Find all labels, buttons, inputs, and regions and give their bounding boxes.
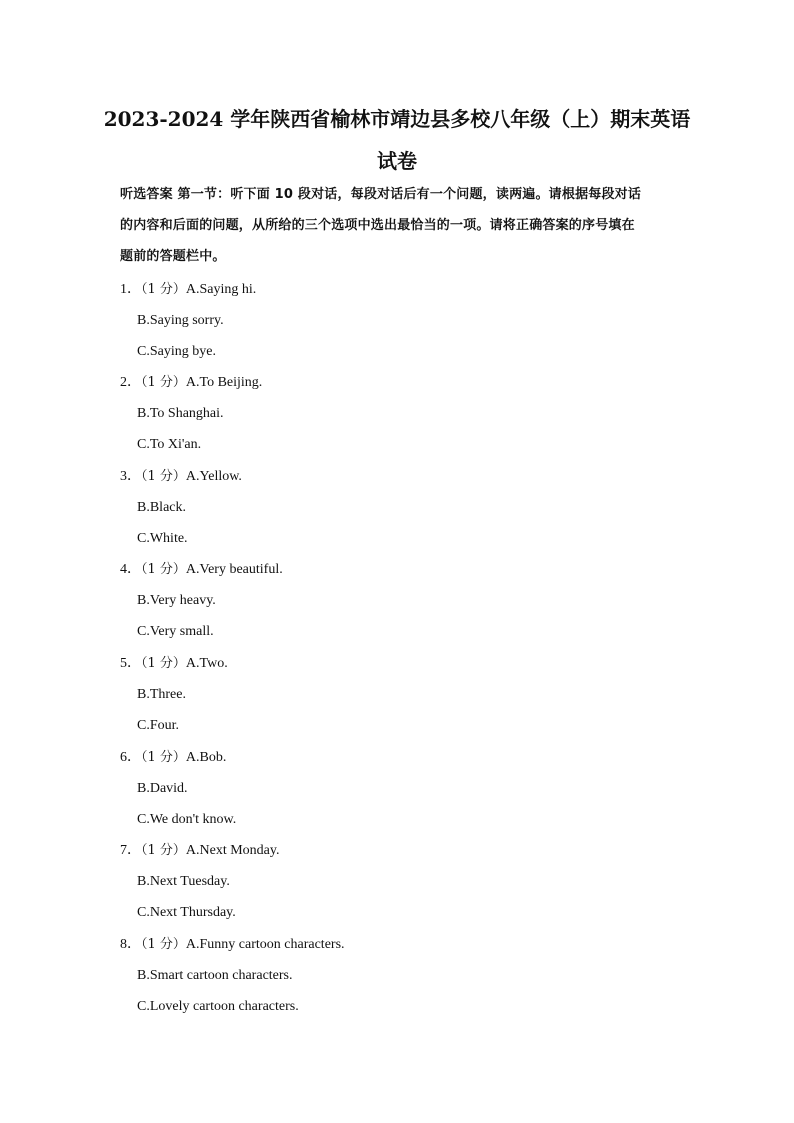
question-number: 3． bbox=[120, 469, 141, 484]
instructions-line-1: 听选答案 第一节：听下面 10 段对话，每段对话后有一个问题，读两遍。请根据每段对话 bbox=[120, 187, 642, 202]
question-number: 8． bbox=[120, 937, 141, 952]
option-b: B.To Shanghai. bbox=[137, 406, 224, 421]
option-a: A.Yellow. bbox=[185, 469, 242, 484]
question-number: 5． bbox=[120, 656, 141, 671]
option-a: A.To Beijing. bbox=[185, 375, 263, 390]
question-4 bbox=[120, 561, 283, 579]
instructions-line-2: 的内容和后面的问题，从所给的三个选项中选出最恰当的一项。请将正确答案的序号填在 bbox=[120, 218, 635, 233]
question-3 bbox=[120, 468, 242, 486]
option-a: A.Funny cartoon characters. bbox=[185, 937, 345, 952]
option-a: A.Bob. bbox=[185, 750, 227, 765]
option-c: C.Next Thursday. bbox=[137, 905, 236, 920]
question-score: （1 分） bbox=[141, 750, 186, 765]
question-5 bbox=[120, 655, 228, 673]
option-c: C.We don't know. bbox=[137, 812, 237, 827]
question-number: 2． bbox=[120, 375, 141, 390]
option-b: B.Saying sorry. bbox=[137, 313, 224, 328]
option-b: B.David. bbox=[137, 781, 188, 796]
option-a: A.Saying hi. bbox=[185, 282, 257, 297]
question-number: 1． bbox=[120, 282, 141, 297]
question-score: （1 分） bbox=[141, 656, 186, 671]
option-b: B.Three. bbox=[137, 687, 186, 702]
option-b: B.Smart cartoon characters. bbox=[137, 968, 293, 983]
option-c: C.Four. bbox=[137, 718, 180, 733]
question-score: （1 分） bbox=[141, 937, 186, 952]
question-number: 7． bbox=[120, 843, 141, 858]
option-b: B.Very heavy. bbox=[137, 593, 216, 608]
page-title-continued: 试卷 bbox=[377, 149, 417, 173]
option-b: B.Black. bbox=[137, 500, 186, 515]
question-score: （1 分） bbox=[141, 469, 186, 484]
question-7 bbox=[120, 842, 279, 860]
option-b: B.Next Tuesday. bbox=[137, 874, 230, 889]
question-number: 6． bbox=[120, 750, 141, 765]
option-c: C.White. bbox=[137, 531, 188, 546]
option-a: A.Next Monday. bbox=[185, 843, 280, 858]
option-c: C.Saying bye. bbox=[137, 344, 216, 359]
question-6 bbox=[120, 749, 226, 767]
option-c: C.Very small. bbox=[137, 624, 214, 639]
question-2 bbox=[120, 374, 262, 392]
option-c: C.To Xi'an. bbox=[137, 437, 202, 452]
option-a: A.Two. bbox=[185, 656, 228, 671]
question-score: （1 分） bbox=[141, 282, 186, 297]
page-title: 2023-2024 学年陕西省榆林市靖边县多校八年级（上）期末英语 bbox=[103, 107, 691, 131]
option-c: C.Lovely cartoon characters. bbox=[137, 999, 299, 1014]
question-score: （1 分） bbox=[141, 375, 186, 390]
question-score: （1 分） bbox=[141, 843, 186, 858]
question-8 bbox=[120, 936, 345, 954]
question-score: （1 分） bbox=[141, 562, 186, 577]
question-number: 4． bbox=[120, 562, 141, 577]
instructions-line-3: 题前的答题栏中。 bbox=[120, 249, 226, 264]
question-1 bbox=[120, 281, 256, 299]
option-a: A.Very beautiful. bbox=[185, 562, 283, 577]
